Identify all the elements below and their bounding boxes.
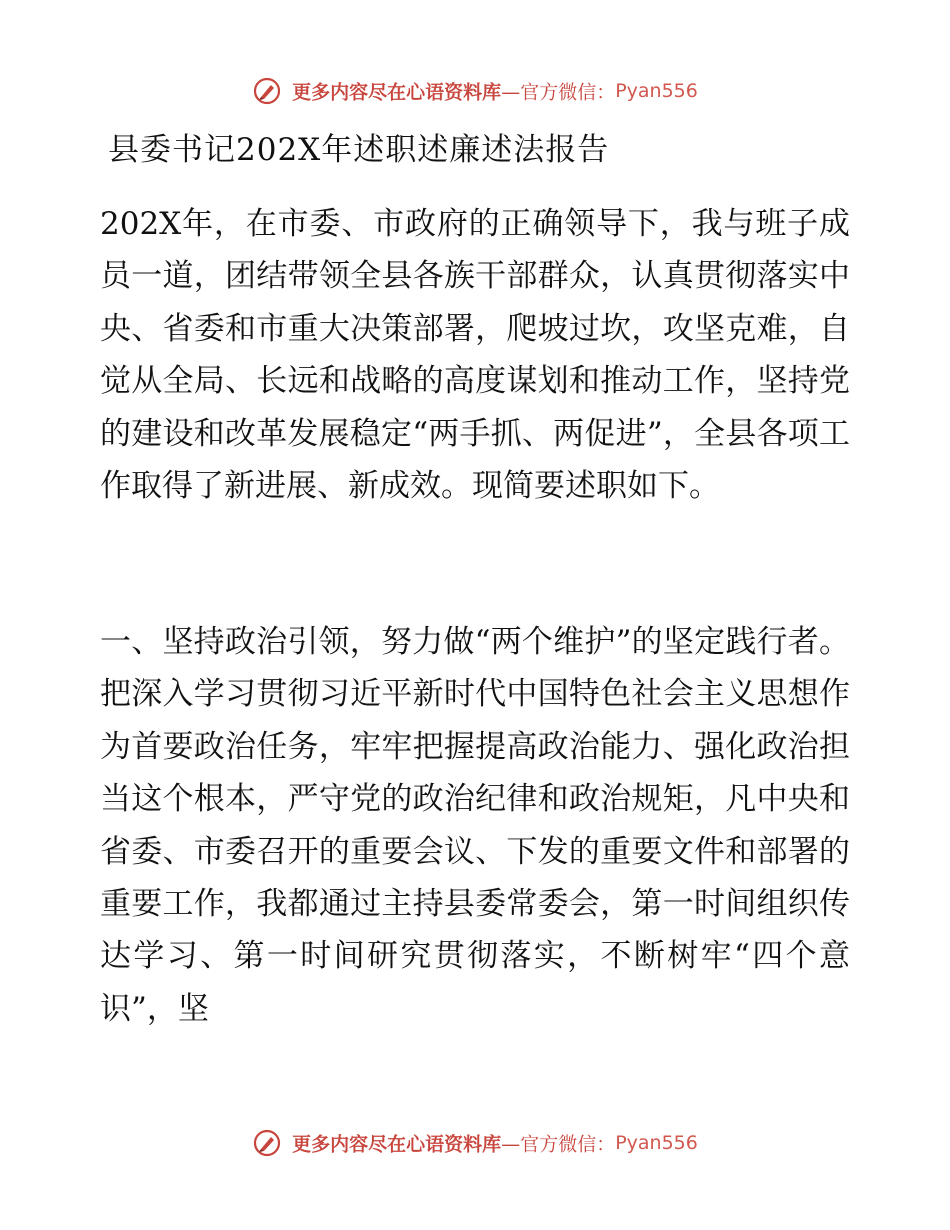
header-watermark (0, 76, 950, 106)
watermark-wechat-id: Pyan556 (615, 80, 698, 102)
body-paragraph-section-one: 一、坚持政治引领，努力做“两个维护”的坚定践行者。把深入学习贯彻习近平新时代中国特色社会主义思想作为首要政治任务，牢牢把握提高政治能力、强化政治担当这个根本，严守党的政治纪律和政治规矩，凡中央和省委、市委召开的重要会议、下发的重要文件和部署的重要工作，我都通过主持县委常委会，第一时间组织传达学习、第一时间研究贯彻落实，不断树牢“四个意识”，坚 (100, 624, 850, 1027)
watermark-site-name: 更多内容尽在心语资料库 (292, 1133, 502, 1156)
footer-watermark (0, 1128, 950, 1158)
watermark-wechat-label: —官方微信： (501, 81, 616, 104)
watermark-site-name: 更多内容尽在心语资料库 (292, 81, 502, 104)
pen-logo-icon (252, 76, 282, 106)
pen-logo-icon (252, 1128, 282, 1158)
body-paragraph-intro: 202X年，在市委、市政府的正确领导下，我与班子成员一道，团结带领全县各族干部群众，认真贯彻落实中央、省委和市重大决策部署，爬坡过坎，攻坚克难，自觉从全局、长远和战略的高度谋划和推动工作，坚持党的建设和改革发展稳定“两手抓、两促进”，全县各项工作取得了新进展、新成效。现简要述职如下。 (100, 206, 850, 505)
document-title: 县委书记202X年述职述廉述法报告 (108, 132, 610, 168)
watermark-wechat-label: —官方微信： (501, 1133, 616, 1156)
watermark-wechat-id: Pyan556 (615, 1132, 698, 1154)
